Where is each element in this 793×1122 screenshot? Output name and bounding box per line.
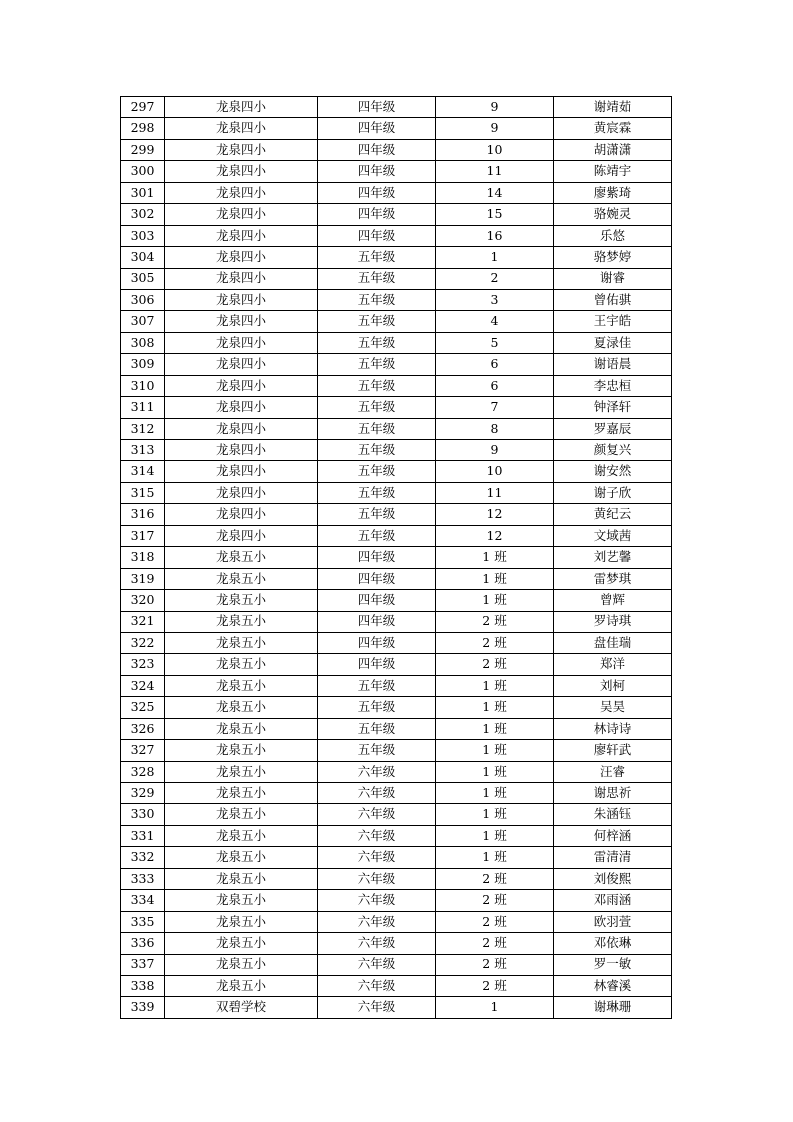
student-name-cell: 曾佑骐 xyxy=(554,289,672,310)
row-number-cell: 328 xyxy=(121,761,165,782)
grade-cell: 四年级 xyxy=(318,654,436,675)
school-cell: 龙泉五小 xyxy=(165,933,318,954)
table-row xyxy=(121,761,672,782)
class-cell: 2 班 xyxy=(436,868,554,889)
row-number-cell: 323 xyxy=(121,654,165,675)
student-name-cell: 谢琳珊 xyxy=(554,997,672,1018)
row-number-cell: 335 xyxy=(121,911,165,932)
class-cell: 3 xyxy=(436,289,554,310)
student-name-cell: 吴昊 xyxy=(554,697,672,718)
school-cell: 龙泉五小 xyxy=(165,804,318,825)
table-row xyxy=(121,311,672,332)
school-cell: 龙泉四小 xyxy=(165,440,318,461)
school-cell: 龙泉五小 xyxy=(165,975,318,996)
student-name-cell: 林诗诗 xyxy=(554,718,672,739)
school-cell: 龙泉五小 xyxy=(165,740,318,761)
student-name-cell: 雷清清 xyxy=(554,847,672,868)
table-row xyxy=(121,139,672,160)
row-number-cell: 330 xyxy=(121,804,165,825)
grade-cell: 五年级 xyxy=(318,268,436,289)
school-cell: 龙泉四小 xyxy=(165,482,318,503)
grade-cell: 四年级 xyxy=(318,611,436,632)
grade-cell: 四年级 xyxy=(318,590,436,611)
grade-cell: 五年级 xyxy=(318,718,436,739)
grade-cell: 六年级 xyxy=(318,997,436,1018)
student-name-cell: 黄宸霖 xyxy=(554,118,672,139)
table-row xyxy=(121,289,672,310)
table-row xyxy=(121,590,672,611)
grade-cell: 五年级 xyxy=(318,397,436,418)
table-row xyxy=(121,954,672,975)
class-cell: 6 xyxy=(436,354,554,375)
grade-cell: 五年级 xyxy=(318,697,436,718)
student-name-cell: 陈靖宇 xyxy=(554,161,672,182)
student-name-cell: 文域茜 xyxy=(554,525,672,546)
class-cell: 1 xyxy=(436,997,554,1018)
school-cell: 龙泉四小 xyxy=(165,332,318,353)
grade-cell: 六年级 xyxy=(318,911,436,932)
grade-cell: 五年级 xyxy=(318,504,436,525)
row-number-cell: 337 xyxy=(121,954,165,975)
row-number-cell: 317 xyxy=(121,525,165,546)
grade-cell: 五年级 xyxy=(318,289,436,310)
table-row xyxy=(121,225,672,246)
student-name-cell: 刘俊熙 xyxy=(554,868,672,889)
class-cell: 1 班 xyxy=(436,697,554,718)
class-cell: 2 班 xyxy=(436,632,554,653)
grade-cell: 六年级 xyxy=(318,890,436,911)
class-cell: 1 班 xyxy=(436,761,554,782)
grade-cell: 五年级 xyxy=(318,440,436,461)
table-row xyxy=(121,654,672,675)
student-roster-table xyxy=(120,96,672,1019)
grade-cell: 六年级 xyxy=(318,933,436,954)
student-name-cell: 罗一敏 xyxy=(554,954,672,975)
table-row xyxy=(121,268,672,289)
class-cell: 1 班 xyxy=(436,675,554,696)
grade-cell: 六年级 xyxy=(318,761,436,782)
student-name-cell: 王宇皓 xyxy=(554,311,672,332)
school-cell: 龙泉五小 xyxy=(165,547,318,568)
row-number-cell: 336 xyxy=(121,933,165,954)
row-number-cell: 320 xyxy=(121,590,165,611)
student-name-cell: 邓雨涵 xyxy=(554,890,672,911)
table-row xyxy=(121,675,672,696)
grade-cell: 四年级 xyxy=(318,139,436,160)
table-row xyxy=(121,461,672,482)
school-cell: 龙泉五小 xyxy=(165,697,318,718)
row-number-cell: 308 xyxy=(121,332,165,353)
table-row xyxy=(121,997,672,1018)
row-number-cell: 316 xyxy=(121,504,165,525)
row-number-cell: 300 xyxy=(121,161,165,182)
school-cell: 龙泉五小 xyxy=(165,847,318,868)
school-cell: 龙泉五小 xyxy=(165,675,318,696)
school-cell: 龙泉四小 xyxy=(165,461,318,482)
school-cell: 龙泉四小 xyxy=(165,225,318,246)
row-number-cell: 327 xyxy=(121,740,165,761)
student-name-cell: 黄纪云 xyxy=(554,504,672,525)
school-cell: 龙泉五小 xyxy=(165,632,318,653)
class-cell: 1 班 xyxy=(436,590,554,611)
row-number-cell: 314 xyxy=(121,461,165,482)
class-cell: 2 班 xyxy=(436,954,554,975)
grade-cell: 五年级 xyxy=(318,375,436,396)
table-row xyxy=(121,911,672,932)
table-row xyxy=(121,354,672,375)
table-row xyxy=(121,825,672,846)
row-number-cell: 338 xyxy=(121,975,165,996)
student-name-cell: 谢安然 xyxy=(554,461,672,482)
row-number-cell: 318 xyxy=(121,547,165,568)
student-name-cell: 乐悠 xyxy=(554,225,672,246)
class-cell: 2 班 xyxy=(436,890,554,911)
grade-cell: 六年级 xyxy=(318,847,436,868)
school-cell: 龙泉五小 xyxy=(165,761,318,782)
school-cell: 龙泉五小 xyxy=(165,654,318,675)
class-cell: 6 xyxy=(436,375,554,396)
school-cell: 龙泉四小 xyxy=(165,311,318,332)
student-name-cell: 刘柯 xyxy=(554,675,672,696)
table-row xyxy=(121,632,672,653)
grade-cell: 五年级 xyxy=(318,482,436,503)
table-row xyxy=(121,783,672,804)
school-cell: 龙泉四小 xyxy=(165,247,318,268)
class-cell: 8 xyxy=(436,418,554,439)
class-cell: 10 xyxy=(436,461,554,482)
student-name-cell: 颜复兴 xyxy=(554,440,672,461)
grade-cell: 四年级 xyxy=(318,204,436,225)
grade-cell: 四年级 xyxy=(318,568,436,589)
class-cell: 1 班 xyxy=(436,568,554,589)
class-cell: 1 班 xyxy=(436,825,554,846)
school-cell: 龙泉四小 xyxy=(165,525,318,546)
class-cell: 12 xyxy=(436,504,554,525)
student-name-cell: 罗嘉辰 xyxy=(554,418,672,439)
school-cell: 龙泉五小 xyxy=(165,611,318,632)
table-row xyxy=(121,161,672,182)
class-cell: 16 xyxy=(436,225,554,246)
class-cell: 4 xyxy=(436,311,554,332)
table-row xyxy=(121,332,672,353)
student-name-cell: 罗诗琪 xyxy=(554,611,672,632)
row-number-cell: 325 xyxy=(121,697,165,718)
school-cell: 龙泉四小 xyxy=(165,397,318,418)
grade-cell: 五年级 xyxy=(318,461,436,482)
grade-cell: 五年级 xyxy=(318,354,436,375)
school-cell: 龙泉五小 xyxy=(165,783,318,804)
row-number-cell: 299 xyxy=(121,139,165,160)
student-name-cell: 谢靖茹 xyxy=(554,97,672,118)
student-name-cell: 曾辉 xyxy=(554,590,672,611)
school-cell: 双碧学校 xyxy=(165,997,318,1018)
student-name-cell: 何梓涵 xyxy=(554,825,672,846)
class-cell: 9 xyxy=(436,118,554,139)
class-cell: 1 xyxy=(436,247,554,268)
class-cell: 14 xyxy=(436,182,554,203)
school-cell: 龙泉五小 xyxy=(165,590,318,611)
row-number-cell: 313 xyxy=(121,440,165,461)
table-row xyxy=(121,182,672,203)
table-row xyxy=(121,118,672,139)
student-name-cell: 骆婉灵 xyxy=(554,204,672,225)
school-cell: 龙泉五小 xyxy=(165,568,318,589)
row-number-cell: 339 xyxy=(121,997,165,1018)
table-row xyxy=(121,504,672,525)
table-row xyxy=(121,933,672,954)
table-row xyxy=(121,568,672,589)
school-cell: 龙泉五小 xyxy=(165,890,318,911)
row-number-cell: 332 xyxy=(121,847,165,868)
class-cell: 5 xyxy=(436,332,554,353)
class-cell: 11 xyxy=(436,482,554,503)
class-cell: 10 xyxy=(436,139,554,160)
row-number-cell: 334 xyxy=(121,890,165,911)
table-row xyxy=(121,890,672,911)
school-cell: 龙泉五小 xyxy=(165,868,318,889)
row-number-cell: 304 xyxy=(121,247,165,268)
row-number-cell: 301 xyxy=(121,182,165,203)
table-row xyxy=(121,418,672,439)
school-cell: 龙泉四小 xyxy=(165,354,318,375)
table-row xyxy=(121,247,672,268)
class-cell: 2 班 xyxy=(436,911,554,932)
row-number-cell: 321 xyxy=(121,611,165,632)
class-cell: 12 xyxy=(436,525,554,546)
student-name-cell: 郑洋 xyxy=(554,654,672,675)
school-cell: 龙泉四小 xyxy=(165,289,318,310)
class-cell: 1 班 xyxy=(436,547,554,568)
grade-cell: 五年级 xyxy=(318,740,436,761)
student-name-cell: 林睿溪 xyxy=(554,975,672,996)
grade-cell: 四年级 xyxy=(318,632,436,653)
class-cell: 2 班 xyxy=(436,654,554,675)
student-name-cell: 李忠桓 xyxy=(554,375,672,396)
student-name-cell: 骆梦婷 xyxy=(554,247,672,268)
school-cell: 龙泉四小 xyxy=(165,418,318,439)
table-row xyxy=(121,975,672,996)
grade-cell: 四年级 xyxy=(318,161,436,182)
grade-cell: 六年级 xyxy=(318,825,436,846)
student-name-cell: 雷梦琪 xyxy=(554,568,672,589)
student-name-cell: 廖轩武 xyxy=(554,740,672,761)
row-number-cell: 306 xyxy=(121,289,165,310)
school-cell: 龙泉四小 xyxy=(165,182,318,203)
row-number-cell: 312 xyxy=(121,418,165,439)
roster-body xyxy=(121,97,672,1019)
grade-cell: 五年级 xyxy=(318,311,436,332)
class-cell: 1 班 xyxy=(436,718,554,739)
row-number-cell: 310 xyxy=(121,375,165,396)
table-row xyxy=(121,804,672,825)
row-number-cell: 311 xyxy=(121,397,165,418)
table-row xyxy=(121,375,672,396)
grade-cell: 四年级 xyxy=(318,118,436,139)
grade-cell: 四年级 xyxy=(318,225,436,246)
student-name-cell: 谢子欣 xyxy=(554,482,672,503)
table-row xyxy=(121,718,672,739)
grade-cell: 五年级 xyxy=(318,332,436,353)
student-name-cell: 廖紫琦 xyxy=(554,182,672,203)
student-name-cell: 邓依琳 xyxy=(554,933,672,954)
school-cell: 龙泉五小 xyxy=(165,911,318,932)
row-number-cell: 302 xyxy=(121,204,165,225)
grade-cell: 六年级 xyxy=(318,954,436,975)
school-cell: 龙泉四小 xyxy=(165,118,318,139)
row-number-cell: 324 xyxy=(121,675,165,696)
student-name-cell: 盘佳瑞 xyxy=(554,632,672,653)
school-cell: 龙泉五小 xyxy=(165,825,318,846)
grade-cell: 六年级 xyxy=(318,975,436,996)
school-cell: 龙泉四小 xyxy=(165,375,318,396)
row-number-cell: 329 xyxy=(121,783,165,804)
table-row xyxy=(121,847,672,868)
grade-cell: 六年级 xyxy=(318,804,436,825)
student-name-cell: 刘艺馨 xyxy=(554,547,672,568)
grade-cell: 五年级 xyxy=(318,675,436,696)
class-cell: 1 班 xyxy=(436,804,554,825)
table-row xyxy=(121,547,672,568)
grade-cell: 四年级 xyxy=(318,97,436,118)
class-cell: 7 xyxy=(436,397,554,418)
table-row xyxy=(121,611,672,632)
table-row xyxy=(121,697,672,718)
school-cell: 龙泉五小 xyxy=(165,954,318,975)
row-number-cell: 331 xyxy=(121,825,165,846)
grade-cell: 五年级 xyxy=(318,418,436,439)
student-name-cell: 谢思祈 xyxy=(554,783,672,804)
table-row xyxy=(121,204,672,225)
row-number-cell: 309 xyxy=(121,354,165,375)
table-row xyxy=(121,525,672,546)
table-row xyxy=(121,482,672,503)
class-cell: 11 xyxy=(436,161,554,182)
row-number-cell: 303 xyxy=(121,225,165,246)
row-number-cell: 307 xyxy=(121,311,165,332)
table-row xyxy=(121,440,672,461)
row-number-cell: 333 xyxy=(121,868,165,889)
grade-cell: 六年级 xyxy=(318,868,436,889)
school-cell: 龙泉四小 xyxy=(165,268,318,289)
grade-cell: 五年级 xyxy=(318,247,436,268)
student-name-cell: 夏渌佳 xyxy=(554,332,672,353)
row-number-cell: 319 xyxy=(121,568,165,589)
class-cell: 1 班 xyxy=(436,847,554,868)
row-number-cell: 326 xyxy=(121,718,165,739)
grade-cell: 四年级 xyxy=(318,182,436,203)
table-row xyxy=(121,868,672,889)
school-cell: 龙泉四小 xyxy=(165,139,318,160)
table-row xyxy=(121,397,672,418)
school-cell: 龙泉四小 xyxy=(165,504,318,525)
class-cell: 2 班 xyxy=(436,975,554,996)
row-number-cell: 297 xyxy=(121,97,165,118)
row-number-cell: 315 xyxy=(121,482,165,503)
class-cell: 9 xyxy=(436,97,554,118)
student-name-cell: 谢语晨 xyxy=(554,354,672,375)
row-number-cell: 305 xyxy=(121,268,165,289)
row-number-cell: 298 xyxy=(121,118,165,139)
row-number-cell: 322 xyxy=(121,632,165,653)
school-cell: 龙泉五小 xyxy=(165,718,318,739)
class-cell: 2 班 xyxy=(436,933,554,954)
student-name-cell: 汪睿 xyxy=(554,761,672,782)
student-name-cell: 谢睿 xyxy=(554,268,672,289)
school-cell: 龙泉四小 xyxy=(165,97,318,118)
school-cell: 龙泉四小 xyxy=(165,204,318,225)
grade-cell: 六年级 xyxy=(318,783,436,804)
class-cell: 1 班 xyxy=(436,783,554,804)
student-name-cell: 欧羽萱 xyxy=(554,911,672,932)
student-name-cell: 胡潇潇 xyxy=(554,139,672,160)
class-cell: 15 xyxy=(436,204,554,225)
school-cell: 龙泉四小 xyxy=(165,161,318,182)
grade-cell: 四年级 xyxy=(318,547,436,568)
student-name-cell: 钟泽轩 xyxy=(554,397,672,418)
grade-cell: 五年级 xyxy=(318,525,436,546)
class-cell: 1 班 xyxy=(436,740,554,761)
class-cell: 2 xyxy=(436,268,554,289)
class-cell: 9 xyxy=(436,440,554,461)
table-row xyxy=(121,740,672,761)
class-cell: 2 班 xyxy=(436,611,554,632)
table-row xyxy=(121,97,672,118)
student-name-cell: 朱涵钰 xyxy=(554,804,672,825)
